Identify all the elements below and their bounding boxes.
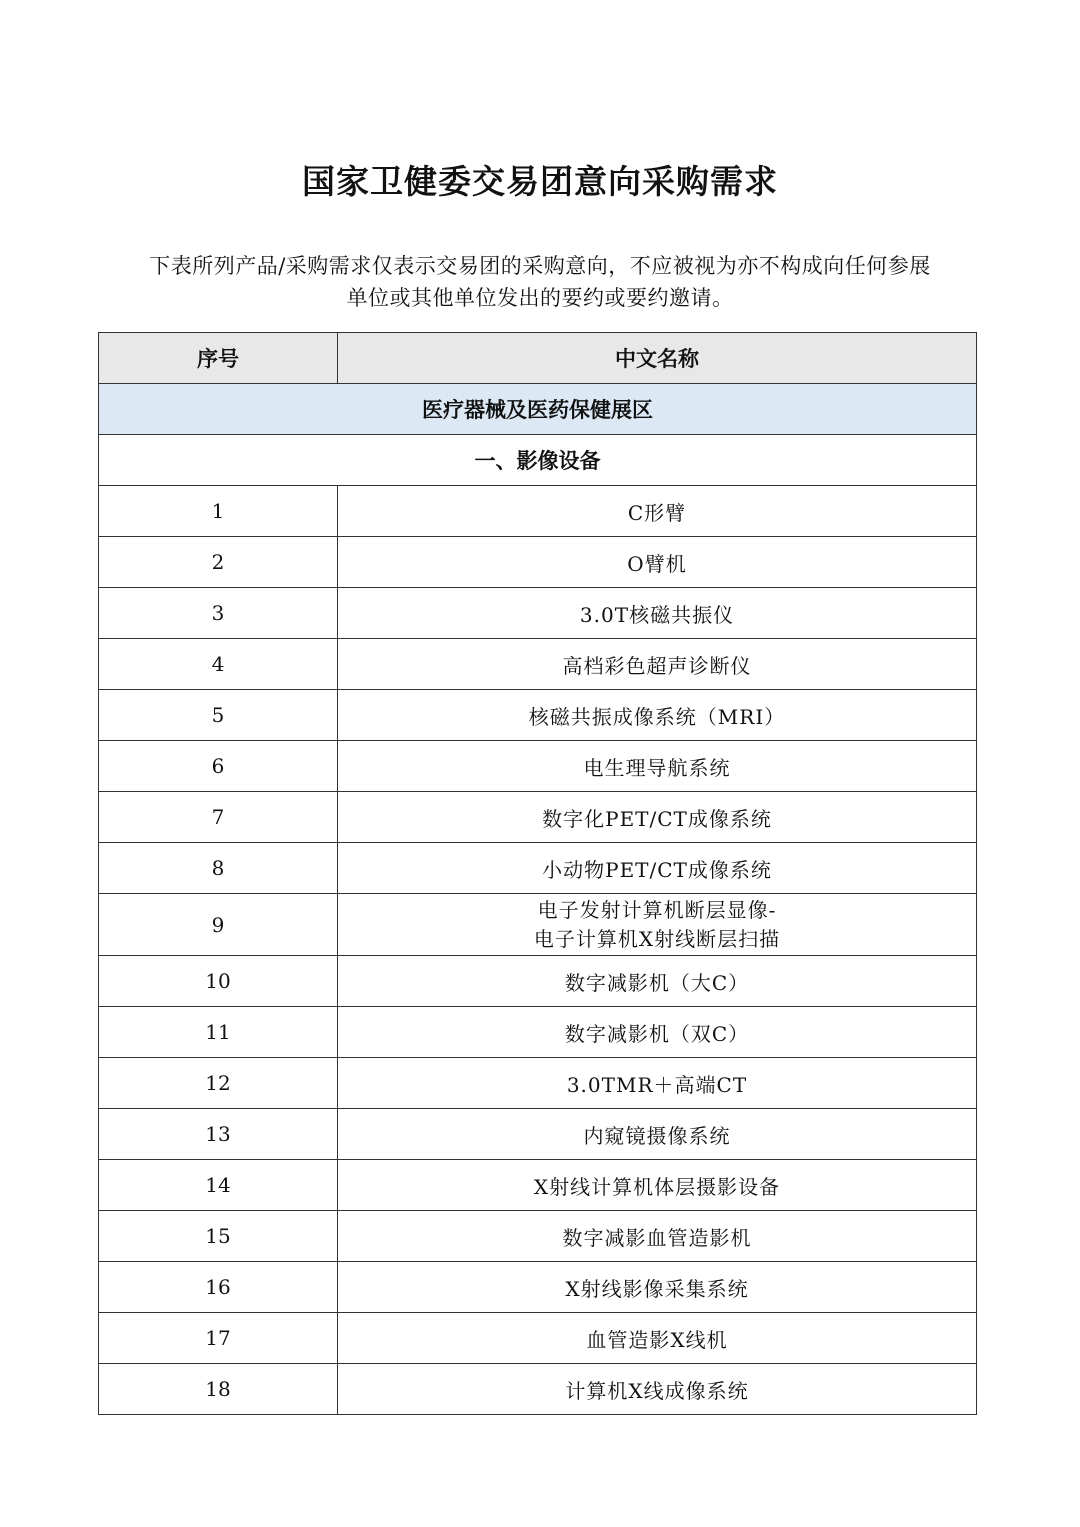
row-index: 2 [99, 537, 338, 588]
row-name: X射线影像采集系统 [338, 1262, 977, 1313]
row-name: 数字减影机（大C） [338, 956, 977, 1007]
row-name: 3.0TMR＋高端CT [338, 1058, 977, 1109]
table-header-row [99, 333, 977, 384]
row-index: 1 [99, 486, 338, 537]
section-row [99, 384, 977, 435]
section-title: 医疗器械及医药保健展区 [99, 384, 977, 435]
row-name-line-1: 电子发射计算机断层显像- [537, 897, 777, 922]
table-row [99, 537, 977, 588]
row-name [338, 894, 977, 956]
subsection-title: 一、影像设备 [99, 435, 977, 486]
row-index: 18 [99, 1364, 338, 1415]
row-name: C形臂 [338, 486, 977, 537]
row-name: 电生理导航系统 [338, 741, 977, 792]
row-name: 高档彩色超声诊断仪 [338, 639, 977, 690]
table-row [99, 639, 977, 690]
row-index: 12 [99, 1058, 338, 1109]
table-row [99, 690, 977, 741]
table-row [99, 1313, 977, 1364]
row-index: 15 [99, 1211, 338, 1262]
row-index: 7 [99, 792, 338, 843]
header-index: 序号 [99, 333, 338, 384]
table-row [99, 843, 977, 894]
table-row [99, 1211, 977, 1262]
row-name: 数字化PET/CT成像系统 [338, 792, 977, 843]
row-name: 计算机X线成像系统 [338, 1364, 977, 1415]
row-name: O臂机 [338, 537, 977, 588]
intro-line-1: 下表所列产品/采购需求仅表示交易团的采购意向，不应被视为亦不构成向任何参展 [149, 254, 931, 278]
subsection-row [99, 435, 977, 486]
table-row [99, 741, 977, 792]
page-title: 国家卫健委交易团意向采购需求 [302, 162, 778, 201]
table-row [99, 792, 977, 843]
table-row [99, 1007, 977, 1058]
row-name: X射线计算机体层摄影设备 [338, 1160, 977, 1211]
row-name: 核磁共振成像系统（MRI） [338, 690, 977, 741]
table-row [99, 1160, 977, 1211]
row-index: 14 [99, 1160, 338, 1211]
row-name: 血管造影X线机 [338, 1313, 977, 1364]
table-row [99, 1109, 977, 1160]
row-index: 3 [99, 588, 338, 639]
row-index: 5 [99, 690, 338, 741]
table-row [99, 956, 977, 1007]
table-row [99, 486, 977, 537]
table-row [99, 588, 977, 639]
table-row [99, 894, 977, 956]
row-name: 小动物PET/CT成像系统 [338, 843, 977, 894]
row-index: 16 [99, 1262, 338, 1313]
row-name-line-2: 电子计算机X射线断层扫描 [533, 926, 781, 951]
row-index: 10 [99, 956, 338, 1007]
intro-line-2: 单位或其他单位发出的要约或要约邀请。 [346, 286, 734, 310]
row-name: 数字减影机（双C） [338, 1007, 977, 1058]
row-index: 9 [99, 894, 338, 956]
row-name: 内窥镜摄像系统 [338, 1109, 977, 1160]
header-name: 中文名称 [338, 333, 977, 384]
table-row [99, 1058, 977, 1109]
row-index: 4 [99, 639, 338, 690]
row-index: 8 [99, 843, 338, 894]
row-index: 11 [99, 1007, 338, 1058]
row-name: 数字减影血管造影机 [338, 1211, 977, 1262]
row-name: 3.0T核磁共振仪 [338, 588, 977, 639]
row-index: 6 [99, 741, 338, 792]
table-row [99, 1262, 977, 1313]
row-index: 17 [99, 1313, 338, 1364]
row-index: 13 [99, 1109, 338, 1160]
procurement-table [98, 332, 977, 1415]
table-row [99, 1364, 977, 1415]
intro-paragraph [108, 250, 972, 314]
